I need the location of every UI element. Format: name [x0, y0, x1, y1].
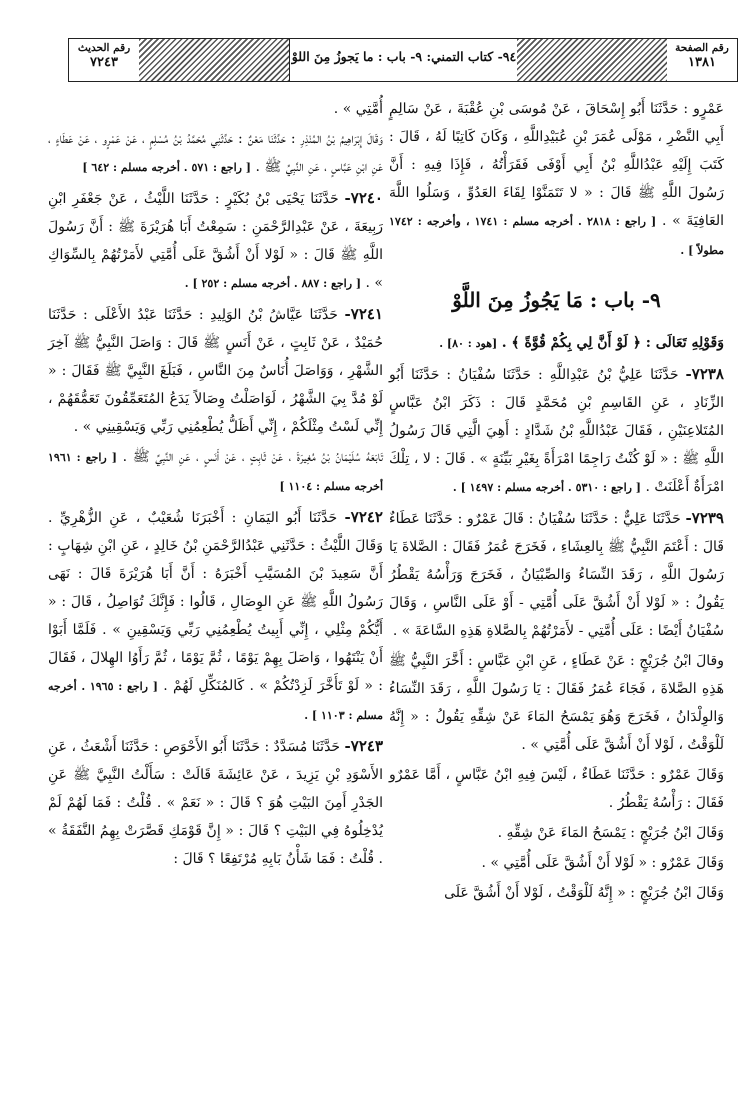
hadith-text: حَدَّثَنَا مُسَدَّدٌ : حَدَّثَنَا أَبُو الأَحْوَصِ : حَدَّثَنَا أَشْعَثُ ، عَنِ الأَسْوَدِ بْنِ يَزِيدَ ، عَنْ عَائِشَةَ قَالَتْ : سَأَلْتُ النَّبِيَّ ﷺ عَنِ الجَدْرِ أَمِنَ البَيْتِ هُوَ ؟ قَالَ : « نَعَمْ » . قُلْتُ : فَمَا لَهُمْ لَمْ يُدْخِلُوهُ فِي البَيْتِ ؟ قَالَ : « إِنَّ قَوْمَكِ قَصَّرَتْ بِهِمُ النَّفَقَةُ » . قُلْتُ : فَمَا شَأْنُ بَابِهِ مُرْتَفِعًا ؟ قَالَ : [48, 739, 383, 867]
paragraph [48, 125, 383, 182]
hadith-7242 [48, 503, 383, 730]
hadith-text: حَدَّثَنَا عَلِيٌّ : حَدَّثَنَا سُفْيَانُ : قَالَ عَمْرٌو : حَدَّثَنَا عَطَاءٌ قَالَ : أَعْتَمَ النَّبِيُّ ﷺ بِالعِشَاءِ ، فَخَرَجَ عُمَرُ فَقَالَ : الصَّلاةَ يَا رَسُولَ اللَّهِ ، رَقَدَ النِّسَاءُ وَالصِّبْيَانُ ، فَخَرَجَ وَرَأْسُهُ يَقْطُرُ يَقُولُ : « لَوْلا أَنْ أَشُقَّ عَلَى أُمَّتِي - أَوْ عَلَى النَّاسِ ، وَقَالَ سُفْيَانُ أَيْضًا : عَلَى أُمَّتِي - لأَمَرْتُهُمْ بِالصَّلاةِ هَذِهِ السَّاعَةَ » . [389, 511, 724, 639]
hadith-number-label: رقم الحديث [77, 42, 131, 54]
hadith-7241 [48, 300, 383, 441]
hadith-number-7241: ٧٢٤١- [344, 305, 383, 323]
reference: [ راجع : ٢٨١٨ . أخرجه مسلم : ١٧٤١ ، وأخرجه : ١٧٤٢ مطولاً ] . [389, 215, 724, 257]
page-header [68, 38, 738, 82]
left-column [48, 95, 383, 875]
paragraph: وَقَالَ عَمْرٌو : حَدَّثَنَا عَطَاءٌ ، لَيْسَ فِيهِ ابْنُ عَبَّاسٍ ، أَمَّا عَمْرٌو فَقَالَ : رَأْسُهُ يَقْطُرُ . [389, 767, 724, 811]
reference: [ راجع : ٥٧١ . أخرجه مسلم : ٦٤٢ ] [82, 161, 251, 174]
header-hatch-right [517, 39, 667, 81]
hadith-7238 [389, 360, 724, 502]
page-number: ١٣٨١ [688, 55, 716, 70]
hadith-number-7242: ٧٢٤٢- [344, 508, 383, 526]
header-hatch-left [139, 39, 289, 81]
hadith-7240 [48, 184, 383, 298]
hadith-7243 [48, 732, 383, 873]
reference: [ راجع : ٥٣١٠ . أخرجه مسلم : ١٤٩٧ ] . [452, 481, 641, 494]
verse-text: وَقَوْلِهِ تَعَالَى : ﴿ لَوْ أَنَّ لِي بِكُمْ قُوَّةً ﴾ . [501, 335, 724, 351]
paragraph: أُمَّتِي » . [333, 101, 383, 117]
chapter-title: ٩٤- كتاب التمني: ٩- باب : ما يَجوزُ مِنَ اللوْ [289, 39, 519, 81]
paragraph-text: وَقَالَ إِبْرَاهِيمُ بْنُ المُنْذِرِ : حَدَّثَنَا مَعْنٌ : حَدَّثَنِي مُحَمَّدُ بْنُ مُسْلِمٍ ، عَنْ عَمْرٍو ، عَنْ عَطَاءٍ ، عَنِ ابْنِ عَبَّاسٍ ، عَنِ النَّبِيِّ ﷺ . [48, 131, 383, 175]
hadith-text: حَدَّثَنَا عَلِيُّ بْنُ عَبْدِاللَّهِ : حَدَّثَنَا سُفْيَانُ : حَدَّثَنَا أَبُو الزِّنَادِ ، عَنِ القَاسِمِ بْنِ مُحَمَّدٍ قَالَ : ذَكَرَ ابْنُ عَبَّاسٍ المُتَلاعِنَيْنِ ، فَقَالَ عَبْدُاللَّهِ بْنُ شَدَّادٍ : أَهِيَ الَّتِي قَالَ رَسُولُ اللَّهِ ﷺ : « لَوْ كُنْتُ رَاجِمًا امْرَأَةً بِغَيْرِ بَيِّنَةٍ » . قَالَ : لا ، تِلْكَ امْرَأَةٌ أَعْلَنَتْ . [389, 367, 724, 495]
hadith-7239 [389, 504, 724, 645]
reference: [ راجع : ١٩٦٥ . أخرجه مسلم : ١١٠٣ ] . [48, 680, 383, 722]
paragraph-text: تَابَعَهُ سُلَيْمَانُ بْنُ مُغِيرَةَ ، عَنْ ثَابِتٍ ، عَنْ أَنَسٍ ، عَنِ النَّبِيِّ ﷺ . [122, 449, 383, 465]
hadith-number-7243: ٧٢٤٣- [344, 737, 384, 755]
hadith-number-box [69, 39, 139, 81]
chapter-heading: ٩- باب : مَا يَجُوزُ مِنَ اللَّوْ [452, 288, 661, 312]
hadith-text: حَدَّثَنَا يَحْيَى بْنُ بُكَيْرٍ : حَدَّثَنَا اللَّيْثُ ، عَنْ جَعْفَرِ ابْنِ رَبِيعَةَ ، عَنْ عَبْدِالرَّحْمَنِ : سَمِعْتُ أَبَا هُرَيْرَةَ ﷺ : أَنَّ رَسُولَ اللَّهِ ﷺ قَالَ : « لَوْلا أَنْ أَشُقَّ عَلَى أُمَّتِي لأَمَرْتُهُمْ بِالسِّوَاكِ » . [48, 191, 383, 291]
paragraph: وَقَالَ ابْنُ جُرَيْجٍ : « إِنَّهُ لَلْوَقْتُ ، لَوْلا أَنْ أَشُقَّ عَلَى [444, 885, 724, 901]
hadith-text: حَدَّثَنَا عَيَّاشُ بْنُ الوَلِيدِ : حَدَّثَنَا عَبْدُ الأَعْلَى : حَدَّثَنَا حُمَيْدٌ ، عَنْ ثَابِتٍ ، عَنْ أَنَسٍ ﷺ قَالَ : وَاصَلَ النَّبِيُّ ﷺ آخِرَ الشَّهْرِ ، وَوَاصَلَ أُنَاسٌ مِنَ النَّاسِ ، فَبَلَغَ النَّبِيَّ ﷺ فَقَالَ : « لَوْ مُدَّ بِيَ الشَّهْرُ ، لَوَاصَلْتُ وِصَالاً يَدَعُ المُتَعَمِّقُونَ تَعَمُّقَهُمْ ، إِنِّي لَسْتُ مِثْلَكُمْ ، إِنِّي أَظَلُّ يُطْعِمُنِي رَبِّي وَيَسْقِينِي » . [48, 307, 383, 435]
paragraph-text: عَمْرٍو : حَدَّثَنَا أَبُو إِسْحَاقَ ، عَنْ مُوسَى بْنِ عُقْبَةَ ، عَنْ سَالِمٍ أَبِي النَّضْرِ ، مَوْلَى عُمَرَ بْنِ عُبَيْدِاللَّهِ ، وَكَانَ كَاتِبًا لَهُ ، قَالَ : كَتَبَ إِلَيْهِ عَبْدُاللَّهِ بْنُ أَبِي أَوْفَى فَقَرَأْتُهُ ، فَإِذَا فِيهِ : أَنَّ رَسُولَ اللَّهِ ﷺ قَالَ : « لا تَتَمَنَّوْا لِقَاءَ العَدُوِّ ، وَسَلُوا اللَّهَ العَافِيَةَ » . [389, 101, 725, 229]
hadith-number: ٧٢٤٣ [90, 55, 118, 70]
paragraph: وقالَ ابْنُ جُرَيْجٍ : عَنْ عَطَاءٍ ، عَنِ ابْنِ عَبَّاسٍ : أَخَّرَ النَّبِيُّ ﷺ هَذِهِ الصَّلاةَ ، فَجَاءَ عُمَرُ فَقَالَ : يَا رَسُولَ اللَّهِ ، رَقَدَ النِّسَاءُ وَالوِلْدَانُ ، فَخَرَجَ وَهُوَ يَمْسَحُ المَاءَ عَنْ شِقِّهِ يَقُولُ : « إِنَّهُ لَلْوَقْتُ ، لَوْلا أَنْ أَشُقَّ عَلَى أُمَّتِي » . [389, 653, 724, 753]
paragraph: وَقَالَ عَمْرٌو : « لَوْلا أَنْ أَشُقَّ عَلَى أُمَّتِي » . [481, 855, 724, 871]
paragraph: وَقَالَ ابْنُ جُرَيْجٍ : يَمْسَحُ المَاءَ عَنْ شِقِّهِ . [497, 825, 724, 841]
paragraph [389, 95, 724, 265]
hadith-number-7239: ٧٢٣٩- [685, 509, 724, 527]
reference: [ راجع : ١٩٦١ أخرجه مسلم : ١١٠٤ ] [48, 451, 383, 493]
reference: [ راجع : ٨٨٧ . أخرجه مسلم : ٢٥٢ ] . [184, 277, 362, 290]
quran-verse [389, 329, 724, 358]
hadith-text: حَدَّثَنَا أَبُو اليَمَانِ : أَخْبَرَنَا شُعَيْبٌ ، عَنِ الزُّهْرِيِّ . وَقَالَ اللَّيْثُ : حَدَّثَنِي عَبْدُالرَّحْمَنِ بْنُ خَالِدٍ ، عَنِ ابْنِ شِهَابٍ : أَنَّ سَعِيدَ بْنَ المُسَيَّبِ أَخْبَرَهُ : أَنَّ أَبَا هُرَيْرَةَ قَالَ : نَهَى رَسُولُ اللَّهِ ﷺ عَنِ الوِصَالِ ، قَالُوا : فَإِنَّكَ تُوَاصِلُ ، قَالَ : « أَيُّكُمْ مِثْلِي ، إِنِّي أَبِيتُ يُطْعِمُنِي رَبِّي وَيَسْقِينِ » . فَلَمَّا أَبَوْا أَنْ يَنْتَهُوا ، وَاصَلَ بِهِمْ يَوْمًا ، ثُمَّ يَوْمًا ، ثُمَّ رَأَوُا الهِلالَ ، فَقَالَ : « لَوْ تَأَخَّرَ لَزِدْتُكُمْ » . كَالمُنَكِّلِ لَهُمْ . [48, 510, 384, 694]
hadith-number-7238: ٧٢٣٨- [685, 365, 724, 383]
right-column [389, 95, 724, 909]
page-number-box [667, 39, 737, 81]
paragraph [48, 443, 383, 501]
verse-reference: [هود : ٨٠] . [439, 337, 498, 350]
hadith-number-7240: ٧٢٤٠- [344, 189, 383, 207]
page-number-label: رقم الصفحة [675, 42, 729, 54]
